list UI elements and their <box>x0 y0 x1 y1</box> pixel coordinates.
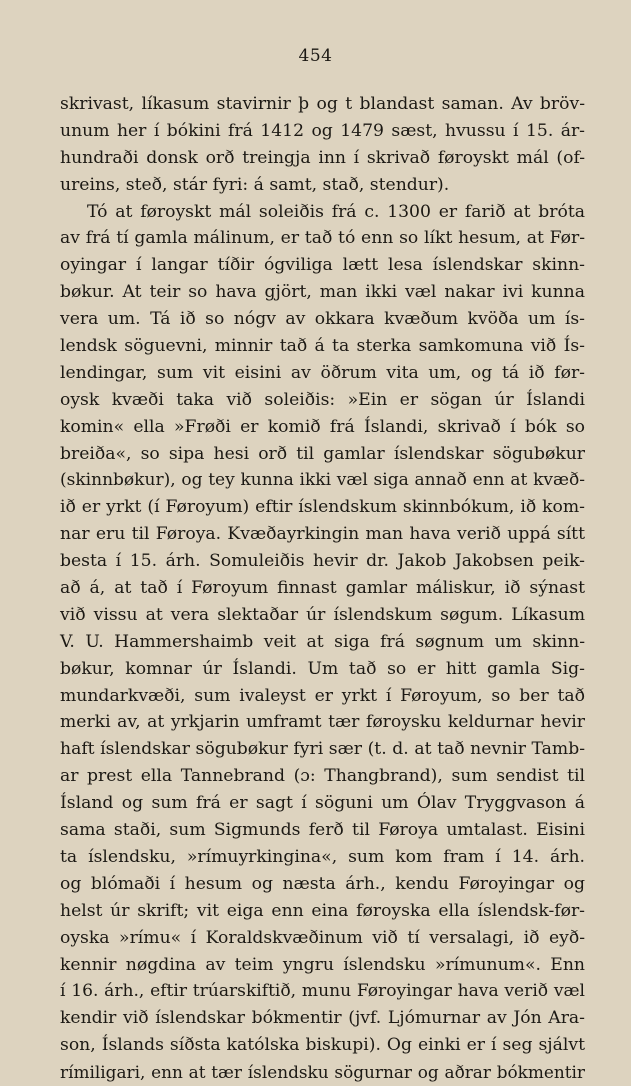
text-line: ið er yrkt (í Føroyum) eftir íslendskum skinnbókum, ið kom- <box>60 497 585 518</box>
text-line: kendir við íslendskar bókmentir (jvf. Ljómurnar av Jón Ara- <box>60 1008 585 1029</box>
text-line: bøkur. At teir so hava gjört, man ikki væl nakar ivi kunna <box>60 282 585 303</box>
text-line: haft íslendskar sögubøkur fyri sær (t. d. at tað nevnir Tamb- <box>60 739 585 760</box>
text-line: kennir nøgdina av teim yngru íslendsku »rímunum«. Enn <box>60 954 585 975</box>
text-line: rímiligari, enn at tær íslendsku sögurnar og aðrar bókmentir <box>60 1062 585 1083</box>
page-number: 454 <box>298 46 333 66</box>
text-line: oysk kvæði taka við soleiðis: »Ein er sögan úr Íslandi <box>60 389 585 410</box>
text-line: oyingar í langar tíðir ógviliga lætt lesa íslendskar skinn- <box>60 255 585 276</box>
text-line: merki av, at yrkjarin umframt tær føroysku keldurnar hevir <box>60 712 585 733</box>
text-line: Ísland og sum frá er sagt í söguni um Ólav Tryggvason á <box>60 793 585 814</box>
text-line: í 16. árh., eftir trúarskiftið, munu Føroyingar hava verið væl <box>60 981 585 1002</box>
text-line: að á, at tað í Føroyum finnast gamlar máliskur, ið sýnast <box>60 578 585 599</box>
text-line: bøkur, komnar úr Íslandi. Um tað so er hitt gamla Sig- <box>60 658 585 679</box>
text-line: helst úr skrift; vit eiga enn eina føroyska ella íslendsk-før- <box>60 900 585 921</box>
body-text <box>60 91 585 1086</box>
text-line: við vissu at vera slektaðar úr íslendskum søgum. Líkasum <box>60 604 585 625</box>
text-line: nar eru til Føroya. Kvæðayrkingin man hava verið uppá sítt <box>60 524 585 545</box>
text-line: son, Íslands síðsta katólska biskupi). Og einki er í seg sjálvt <box>60 1035 585 1056</box>
text-line: lendsk söguevni, minnir tað á ta sterka samkomuna við Ís- <box>60 336 585 357</box>
text-line: besta í 15. árh. Somuleiðis hevir dr. Jakob Jakobsen peik- <box>60 551 585 572</box>
text-line: ureins, steð, stár fyri: á samt, stað, stendur). <box>60 174 450 195</box>
text-line: sama staði, sum Sigmunds ferð til Føroya umtalast. Eisini <box>60 820 585 841</box>
text-line: mundarkvæði, sum ivaleyst er yrkt í Føroyum, so ber tað <box>60 685 585 706</box>
text-line: lendingar, sum vit eisini av öðrum vita um, og tá ið før- <box>60 362 585 383</box>
text-line: (skinnbøkur), og tey kunna ikki væl siga annað enn at kvæð- <box>60 470 585 491</box>
text-line: skrivast, líkasum stavirnir þ og t blandast saman. Av bröv- <box>60 94 585 114</box>
text-line: ta íslendsku, »rímuyrkingina«, sum kom fram í 14. árh. <box>60 846 585 867</box>
text-line: av frá tí gamla málinum, er tað tó enn so líkt hesum, at Før- <box>60 228 585 249</box>
text-line: komin« ella »Frøði er komið frá Íslandi, skrivað í bók so <box>60 416 585 437</box>
text-line: Tó at føroyskt mál soleiðis frá c. 1300 er farið at bróta <box>87 201 585 222</box>
text-line: oyska »rímu« í Koraldskvæðinum við tí versalagi, ið eyð- <box>60 927 585 948</box>
text-line: breiða«, so sipa hesi orð til gamlar íslendskar sögubøkur <box>60 443 585 464</box>
text-line: V. U. Hammershaimb veit at siga frá søgnum um skinn- <box>60 631 585 652</box>
text-line: hundraði donsk orð treingja inn í skrivað føroyskt mál (of- <box>60 147 585 168</box>
text-line: ar prest ella Tannebrand (ɔ: Thangbrand), sum sendist til <box>60 766 585 787</box>
text-line: unum her í bókini frá 1412 og 1479 sæst, hvussu í 15. ár- <box>60 120 585 141</box>
text-line: og blómaði í hesum og næsta árh., kendu Føroyingar og <box>60 873 585 894</box>
text-line: vera um. Tá ið so nógv av okkara kvæðum kvöða um ís- <box>60 309 585 330</box>
